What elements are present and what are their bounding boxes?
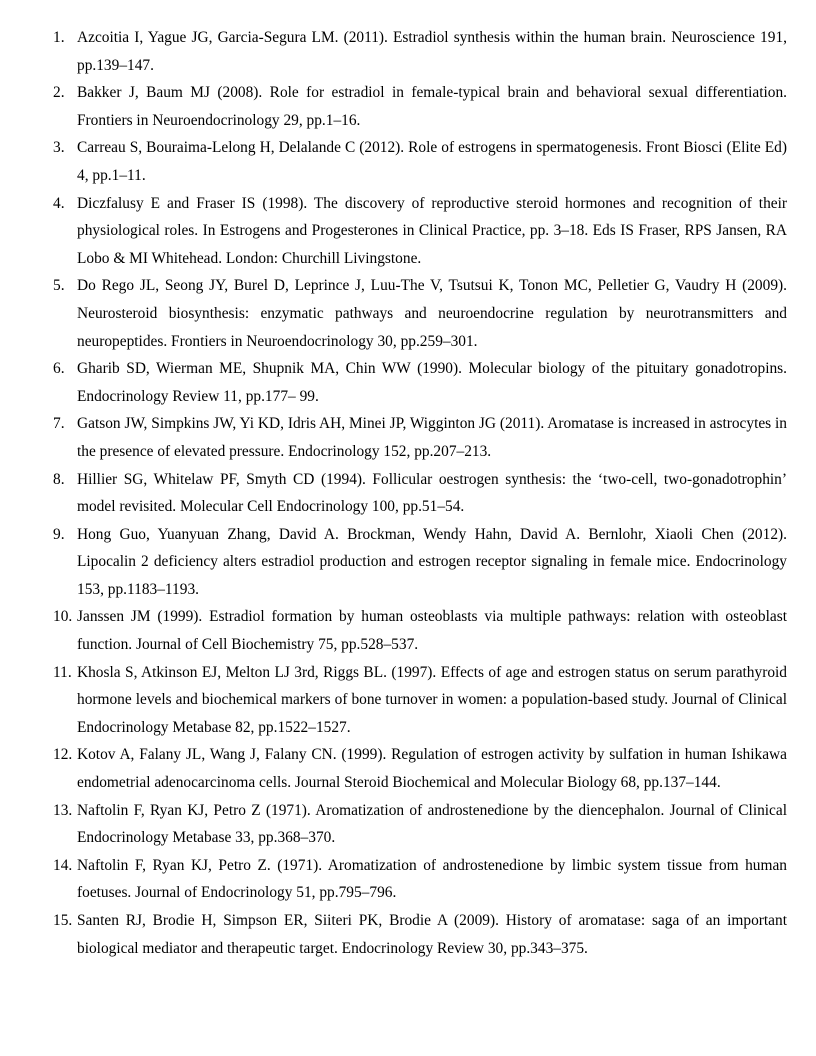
reference-number: 4. <box>53 194 65 212</box>
reference-number: 2. <box>53 84 65 102</box>
reference-item <box>53 521 787 604</box>
reference-item <box>53 659 787 742</box>
reference-number: 7. <box>53 415 65 433</box>
reference-number: 12. <box>53 746 73 764</box>
reference-text: Hillier SG, Whitelaw PF, Smyth CD (1994). Follicular oestrogen synthesis: the ‘two-cell, two-gonadotrophin’ model revisited. Molecular Cell Endocrinology 100, pp.51–54. <box>77 470 787 516</box>
reference-number: 3. <box>53 139 65 157</box>
reference-list <box>53 24 787 962</box>
reference-text: Naftolin F, Ryan KJ, Petro Z. (1971). Aromatization of androstenedione by limbic system tissue from human foetuses. Journal of Endocrinology 51, pp.795–796. <box>77 856 787 902</box>
reference-text: Hong Guo, Yuanyuan Zhang, David A. Brockman, Wendy Hahn, David A. Bernlohr, Xiaoli Chen (2012). Lipocalin 2 deficiency alters estradiol production and estrogen receptor signaling in female mice. Endocrinology 153, pp.1183–1193. <box>77 525 787 598</box>
reference-text: Janssen JM (1999). Estradiol formation by human osteoblasts via multiple pathways: relation with osteoblast function. Journal of Cell Biochemistry 75, pp.528–537. <box>77 608 787 654</box>
reference-number: 15. <box>53 912 73 929</box>
reference-text: Santen RJ, Brodie H, Simpson ER, Siiteri PK, Brodie A (2009). History of aromatase: saga of an important biological mediator and therapeutic target. Endocrinology Review 30, pp.343–375. <box>77 912 787 957</box>
reference-text: Gharib SD, Wierman ME, Shupnik MA, Chin WW (1990). Molecular biology of the pituitary gonadotropins. Endocrinology Review 11, pp.177– 99. <box>77 360 787 405</box>
reference-item <box>53 79 787 134</box>
reference-text: Carreau S, Bouraima-Lelong H, Delalande C (2012). Role of estrogens in spermatogenesis. Front Biosci (Elite Ed) 4, pp.1–11. <box>77 139 787 184</box>
reference-text: Do Rego JL, Seong JY, Burel D, Leprince J, Luu-The V, Tsutsui K, Tonon MC, Pelletier G, Vaudry H (2009). Neurosteroid biosynthesis: enzymatic pathways and neuroendocrine regulation by neurotransmitters and neuropeptides. Frontiers in Neuroendocrinology 30, pp.259–301. <box>77 277 787 350</box>
reference-text: Khosla S, Atkinson EJ, Melton LJ 3rd, Riggs BL. (1997). Effects of age and estrogen status on serum parathyroid hormone levels and biochemical markers of bone turnover in women: a population-based study. Journal of Clinical Endocrinology Metabase 82, pp.1522–1527. <box>77 663 787 736</box>
reference-item <box>53 134 787 189</box>
reference-item <box>53 907 787 962</box>
reference-number: 5. <box>53 277 65 295</box>
reference-number: 14. <box>53 856 73 874</box>
reference-text: Bakker J, Baum MJ (2008). Role for estradiol in female-typical brain and behavioral sexual differentiation. Frontiers in Neuroendocrinology 29, pp.1–16. <box>77 84 787 129</box>
reference-number: 1. <box>53 29 65 46</box>
reference-text: Gatson JW, Simpkins JW, Yi KD, Idris AH, Minei JP, Wigginton JG (2011). Aromatase is increased in astrocytes in the presence of elevated pressure. Endocrinology 152, pp.207–213. <box>77 415 787 460</box>
reference-item <box>53 797 787 852</box>
reference-item <box>53 355 787 410</box>
reference-number: 13. <box>53 801 73 819</box>
reference-number: 6. <box>53 360 65 378</box>
reference-item <box>53 466 787 521</box>
reference-text: Azcoitia I, Yague JG, Garcia-Segura LM. (2011). Estradiol synthesis within the human brain. Neuroscience 191, pp.139–147. <box>77 29 787 74</box>
reference-text: Naftolin F, Ryan KJ, Petro Z (1971). Aromatization of androstenedione by the diencephalon. Journal of Clinical Endocrinology Metabase 33, pp.368–370. <box>77 801 787 847</box>
reference-number: 11. <box>53 663 72 681</box>
reference-text: Kotov A, Falany JL, Wang J, Falany CN. (1999). Regulation of estrogen activity by sulfation in human Ishikawa endometrial adenocarcinoma cells. Journal Steroid Biochemical and Molecular Biology 68, pp.137–144. <box>77 746 787 792</box>
reference-item <box>53 410 787 465</box>
reference-item <box>53 272 787 355</box>
reference-item <box>53 741 787 796</box>
reference-page <box>53 24 787 962</box>
reference-number: 9. <box>53 525 65 543</box>
reference-text: Diczfalusy E and Fraser IS (1998). The discovery of reproductive steroid hormones and recognition of their physiological roles. In Estrogens and Progesterones in Clinical Practice, pp. 3–18. Eds IS Fraser, RPS Jansen, RA Lobo & MI Whitehead. London: Churchill Livingstone. <box>77 194 787 267</box>
reference-item <box>53 24 787 79</box>
reference-item <box>53 190 787 273</box>
reference-item <box>53 603 787 658</box>
reference-number: 8. <box>53 470 65 488</box>
reference-number: 10. <box>53 608 73 626</box>
reference-item <box>53 852 787 907</box>
